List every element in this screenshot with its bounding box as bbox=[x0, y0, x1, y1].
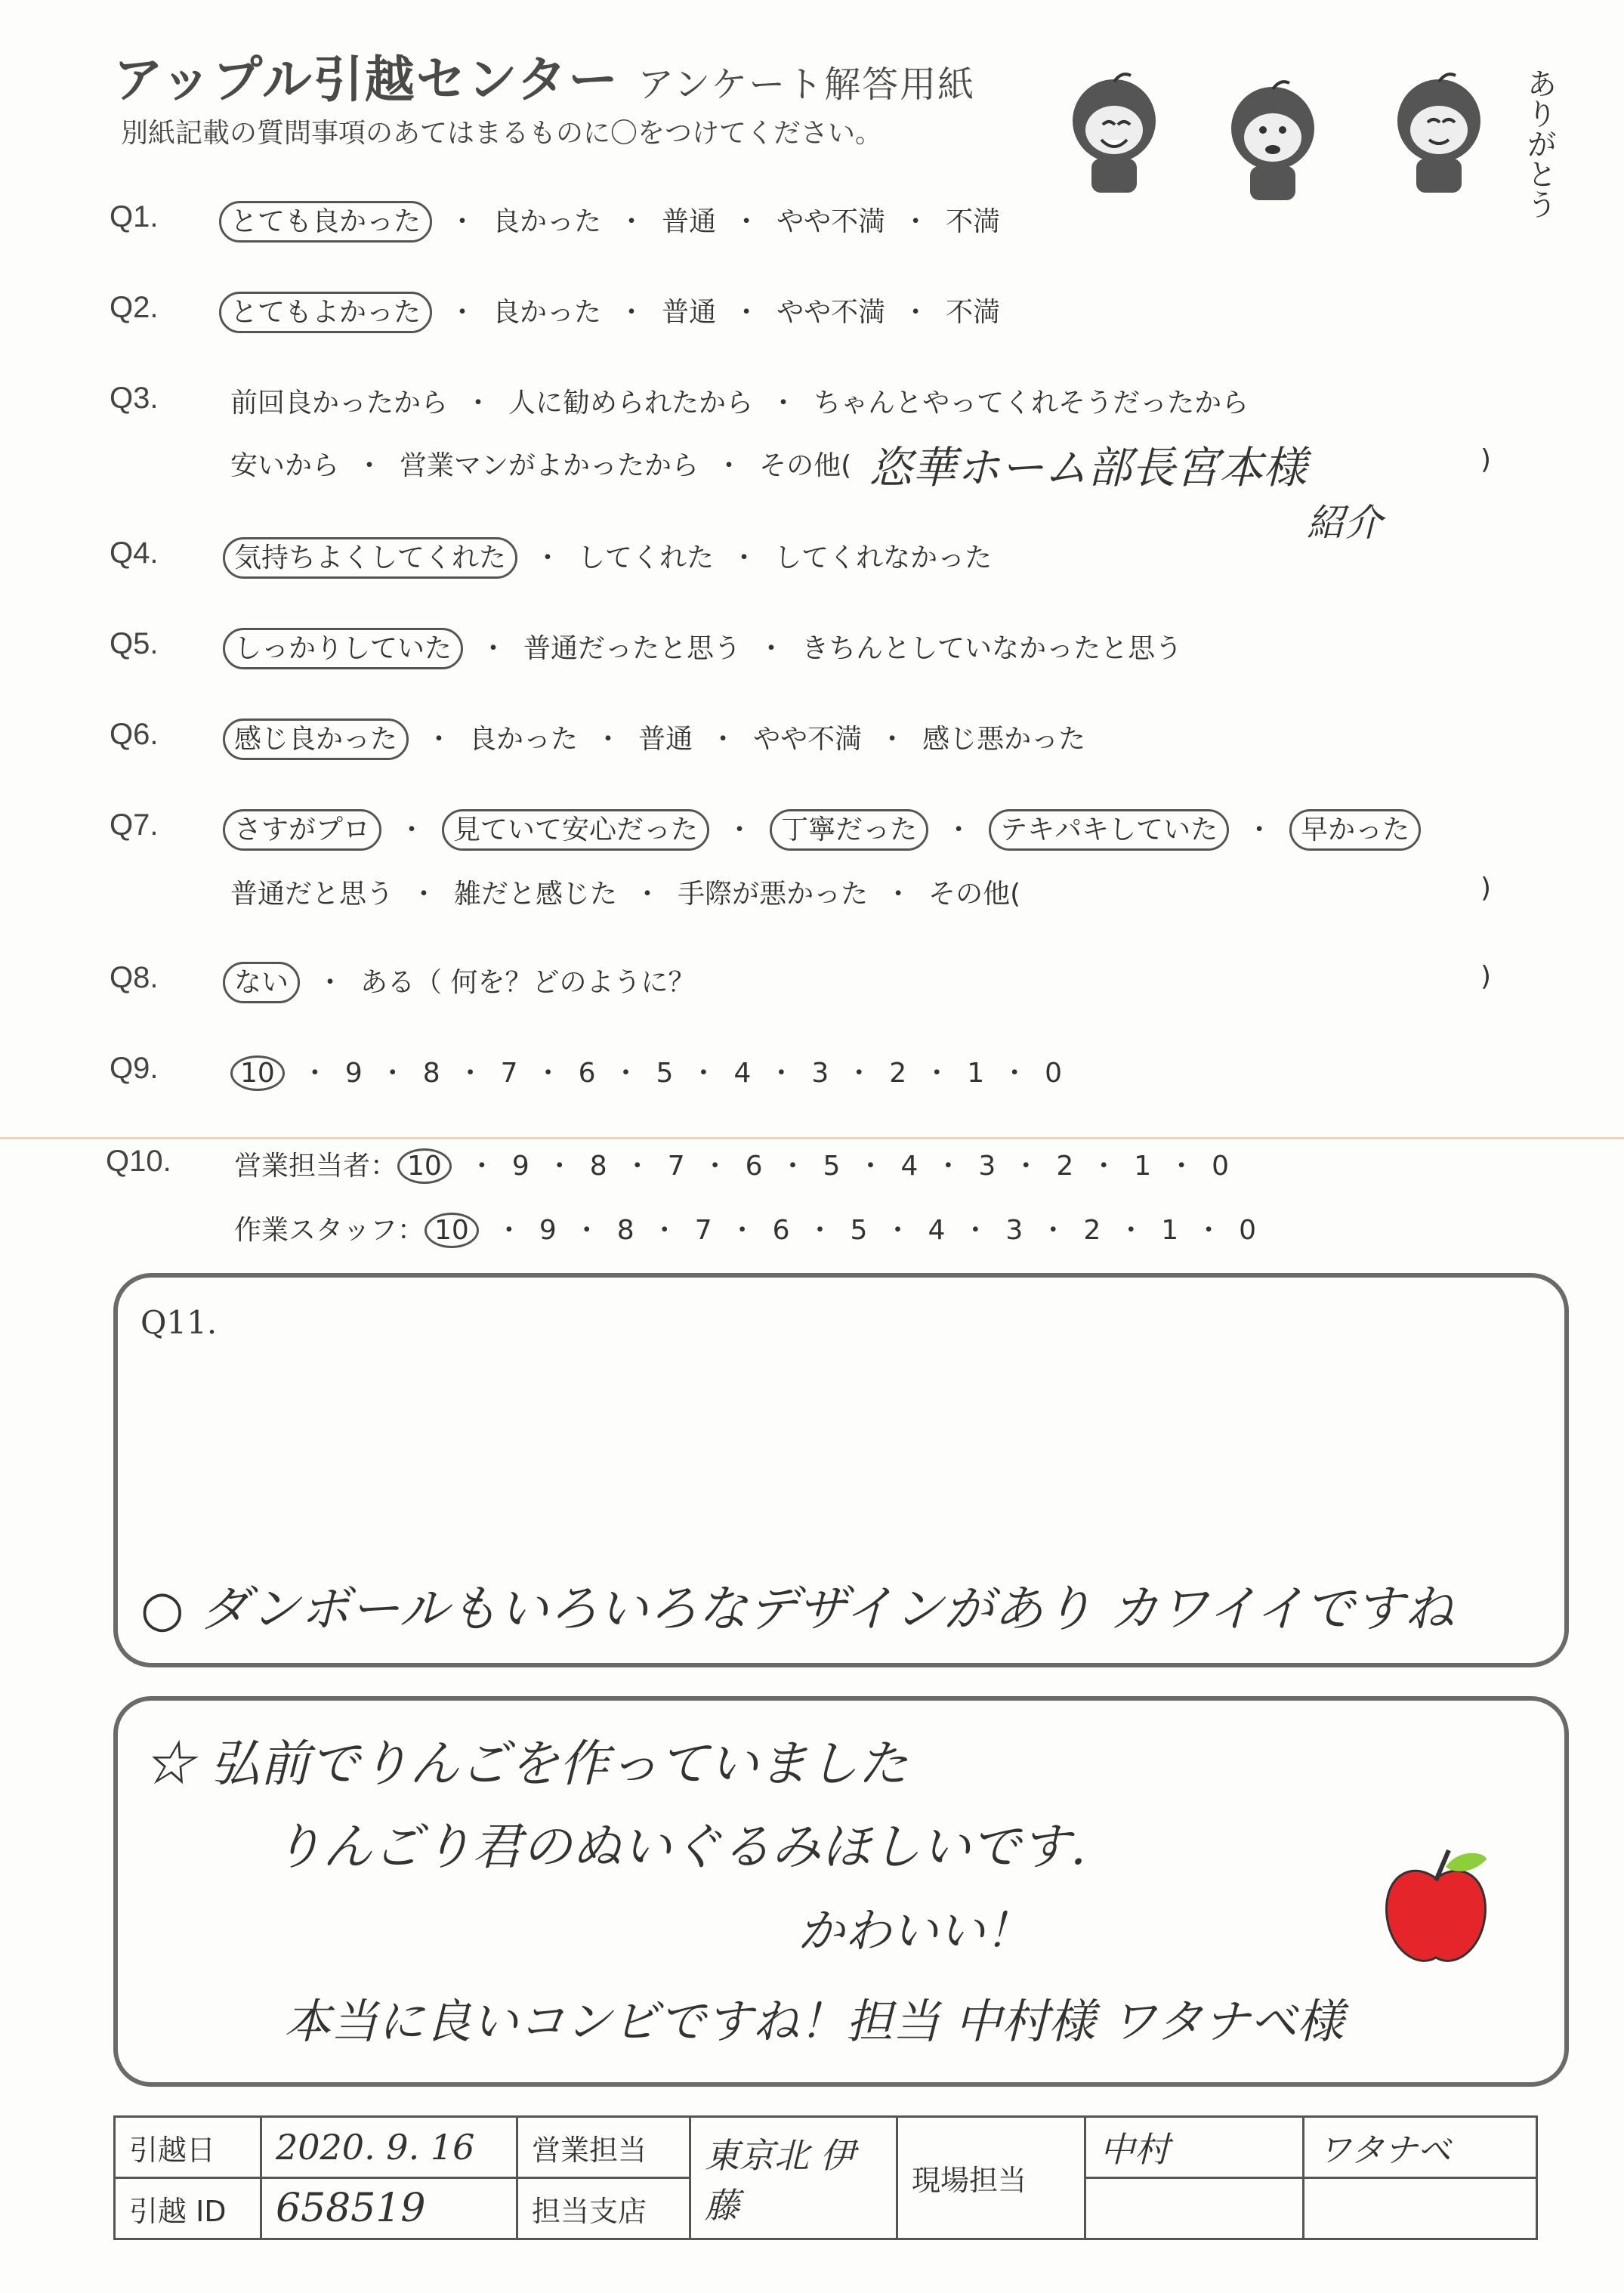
q4-option[interactable]: してくれなかった bbox=[774, 542, 993, 573]
info-table bbox=[113, 2115, 1538, 2240]
q9-score[interactable]: 5 bbox=[656, 1058, 674, 1089]
q10-staff-score[interactable]: 5 bbox=[850, 1215, 868, 1246]
q8-label: Q8. bbox=[110, 961, 159, 994]
divider-line bbox=[0, 1137, 1624, 1139]
q1-options: とても良かった ・ 良かった ・ 普通 ・ やや不満 ・ 不満 bbox=[219, 200, 1000, 239]
q9-score[interactable]: 6 bbox=[578, 1058, 596, 1089]
q3-other-answer-2: 紹介 bbox=[1307, 501, 1382, 545]
q10-staff-score[interactable]: 7 bbox=[694, 1215, 712, 1246]
q11-label: Q11. bbox=[140, 1304, 218, 1341]
q10-sales-score-selected[interactable]: 10 bbox=[397, 1148, 452, 1184]
q6-option[interactable]: 感じ悪かった bbox=[922, 724, 1086, 755]
q10-sales-score[interactable]: 9 bbox=[511, 1151, 529, 1182]
q4-options: 気持ちよくしてくれた ・ してくれた ・ してくれなかった bbox=[223, 536, 992, 575]
q10-sales-score[interactable]: 7 bbox=[667, 1151, 685, 1182]
site-staff-1: 中村 bbox=[1085, 2117, 1304, 2178]
q2-option[interactable]: 良かった bbox=[492, 297, 602, 328]
q10-sales-score[interactable]: 3 bbox=[978, 1151, 996, 1182]
q10-sales-score[interactable]: 4 bbox=[900, 1151, 919, 1182]
q7-options-line1: さすがプロ ・ 見ていて安心だった ・ 丁寧だった ・ テキパキしていた ・ 早かった bbox=[223, 808, 1421, 847]
q9-score[interactable]: 3 bbox=[811, 1058, 829, 1089]
q10-sales-score[interactable]: 1 bbox=[1134, 1151, 1152, 1182]
q10-staff-score-selected[interactable]: 10 bbox=[425, 1213, 479, 1248]
q2-option-selected[interactable]: とてもよかった bbox=[219, 292, 432, 333]
q10-staff-score[interactable]: 6 bbox=[772, 1215, 790, 1246]
q9-score[interactable]: 0 bbox=[1045, 1058, 1063, 1089]
q5-option-selected[interactable]: しっかりしていた bbox=[223, 628, 463, 669]
message-box[interactable] bbox=[113, 1696, 1569, 2087]
q6-option[interactable]: 普通 bbox=[638, 724, 693, 755]
q10-staff-score[interactable]: 9 bbox=[539, 1215, 557, 1246]
monkey-mascot-icon bbox=[1382, 68, 1496, 196]
q10-staff-score[interactable]: 3 bbox=[1005, 1215, 1023, 1246]
move-date-label: 引越日 bbox=[115, 2117, 261, 2178]
q9-score[interactable]: 2 bbox=[889, 1058, 907, 1089]
q10-staff-score[interactable]: 0 bbox=[1239, 1215, 1257, 1246]
message-line-1: ☆ 弘前でりんごを作っていました bbox=[144, 1735, 908, 1793]
q3-option[interactable]: ちゃんとやってくれそうだったから bbox=[814, 388, 1249, 419]
q3-option[interactable]: 人に勧められたから bbox=[508, 388, 754, 419]
q10-sales-score[interactable]: 6 bbox=[745, 1151, 763, 1182]
q2-option[interactable]: やや不満 bbox=[776, 297, 886, 328]
q3-options-line1: 前回良かったから ・ 人に勧められたから ・ ちゃんとやってくれそうだったから bbox=[230, 388, 1249, 419]
q7-other-close: ) bbox=[1480, 873, 1492, 904]
q7-option-selected[interactable]: 見ていて安心だった bbox=[442, 809, 709, 851]
instruction-text: 別紙記載の質問事項のあてはまるものに〇をつけてください。 bbox=[121, 118, 883, 149]
q7-option[interactable]: 手際が悪かった bbox=[678, 879, 869, 910]
q10-staff-score[interactable]: 2 bbox=[1083, 1215, 1101, 1246]
move-id-value: 658519 bbox=[261, 2178, 517, 2239]
q9-score-selected[interactable]: 10 bbox=[230, 1055, 285, 1091]
q3-option[interactable]: 安いから bbox=[230, 450, 340, 481]
q2-options: とてもよかった ・ 良かった ・ 普通 ・ やや不満 ・ 不満 bbox=[219, 291, 1000, 329]
q3-label: Q3. bbox=[110, 382, 159, 415]
q10-sales-score[interactable]: 2 bbox=[1056, 1151, 1074, 1182]
site-staff-2-extra bbox=[1304, 2178, 1537, 2239]
q8-option[interactable]: ある（ 何を？どのように？ bbox=[360, 967, 696, 998]
q2-option[interactable]: 普通 bbox=[662, 297, 717, 328]
q1-option[interactable]: やや不満 bbox=[776, 206, 886, 237]
site-staff-2: ワタナベ bbox=[1304, 2117, 1537, 2178]
q5-options: しっかりしていた ・ 普通だったと思う ・ きちんとしていなかったと思う bbox=[223, 627, 1182, 666]
q7-options-line2: 普通だと思う ・ 雑だと感じた ・ 手際が悪かった ・ その他( bbox=[230, 879, 1021, 910]
q1-option[interactable]: 良かった bbox=[492, 206, 602, 237]
q6-option-selected[interactable]: 感じ良かった bbox=[223, 718, 409, 760]
message-line-3: かわいい！ bbox=[798, 1903, 1033, 1958]
move-date-value: 2020. 9. 16 bbox=[261, 2117, 517, 2178]
q1-option[interactable]: 不満 bbox=[946, 206, 1001, 237]
thanks-text: ありがとう bbox=[1522, 68, 1557, 219]
q10-staff-row: 作業スタッフ： 10 ・ 9 ・ 8 ・ 7 ・ 6 ・ 5 ・ 4 ・ 3 ・ 2 ・ 1 ・ 0 bbox=[234, 1209, 1256, 1247]
q7-option-selected[interactable]: テキパキしていた bbox=[989, 809, 1229, 851]
site-label: 現場担当 bbox=[897, 2117, 1085, 2239]
q10-staff-score[interactable]: 1 bbox=[1161, 1215, 1179, 1246]
sales-label: 営業担当 bbox=[517, 2117, 690, 2178]
q2-option[interactable]: 不満 bbox=[946, 297, 1001, 328]
q10-staff-score[interactable]: 8 bbox=[616, 1215, 634, 1246]
q2-label: Q2. bbox=[110, 291, 159, 324]
q6-option[interactable]: やや不満 bbox=[753, 724, 863, 755]
site-staff-1-extra bbox=[1085, 2178, 1304, 2239]
q10-sales-label: 営業担当者 bbox=[234, 1151, 371, 1182]
apple-icon bbox=[1379, 1844, 1493, 1973]
q9-score[interactable]: 9 bbox=[344, 1058, 363, 1089]
q4-label: Q4. bbox=[110, 536, 159, 570]
q4-option-selected[interactable]: 気持ちよくしてくれた bbox=[223, 537, 517, 579]
message-line-2: りんごり君のぬいぐるみほしいです. bbox=[273, 1818, 1086, 1876]
q9-score[interactable]: 4 bbox=[733, 1058, 752, 1089]
q7-option-selected[interactable]: 丁寧だった bbox=[770, 809, 928, 851]
q8-option-selected[interactable]: ない bbox=[223, 962, 300, 1003]
q3-options-line2: 安いから ・ 営業マンがよかったから ・ その他( bbox=[230, 450, 852, 481]
q7-label: Q7. bbox=[110, 808, 159, 842]
branch-label: 担当支店 bbox=[517, 2178, 690, 2239]
q9-score[interactable]: 8 bbox=[422, 1058, 440, 1089]
q3-other-label[interactable]: その他( bbox=[759, 450, 852, 481]
q10-sales-row: 営業担当者： 10 ・ 9 ・ 8 ・ 7 ・ 6 ・ 5 ・ 4 ・ 3 ・ 2 ・ 1 ・ 0 bbox=[234, 1145, 1229, 1183]
q4-option[interactable]: してくれた bbox=[578, 542, 715, 573]
q10-sales-score[interactable]: 0 bbox=[1212, 1151, 1230, 1182]
q11-comment-text: ○ ダンボールもいろいろなデザインがあり カワイイですね bbox=[140, 1580, 1454, 1638]
q9-label: Q9. bbox=[110, 1052, 159, 1085]
q5-option[interactable]: きちんとしていなかったと思う bbox=[801, 633, 1183, 664]
q9-scale: 10 ・ 9 ・ 8 ・ 7 ・ 6 ・ 5 ・ 4 ・ 3 ・ 2 ・ 1 ・ 0 bbox=[230, 1052, 1062, 1090]
message-line-4: 本当に良いコンビですね！担当 中村様 ワタナベ様 bbox=[284, 1994, 1344, 2049]
q5-option[interactable]: 普通だったと思う bbox=[523, 633, 742, 664]
q7-option-selected[interactable]: さすがプロ bbox=[223, 809, 381, 851]
q8-close: ) bbox=[1480, 961, 1492, 992]
monkey-mascot-icon bbox=[1057, 68, 1171, 196]
q11-comment-box[interactable] bbox=[113, 1273, 1569, 1667]
q6-options: 感じ良かった ・ 良かった ・ 普通 ・ やや不満 ・ 感じ悪かった bbox=[223, 718, 1085, 756]
sales-value: 東京北 伊藤 bbox=[690, 2117, 897, 2239]
q7-option[interactable]: 普通だと思う bbox=[230, 879, 394, 910]
q6-option[interactable]: 良かった bbox=[469, 724, 579, 755]
q9-score[interactable]: 7 bbox=[500, 1058, 518, 1089]
q1-label: Q1. bbox=[110, 200, 159, 233]
q3-other-answer: 恣華ホーム部長宮本様 bbox=[869, 442, 1308, 493]
q7-option[interactable]: 雑だと感じた bbox=[454, 879, 618, 910]
q1-option-selected[interactable]: とても良かった bbox=[219, 201, 432, 243]
company-name: アップル引越センター bbox=[113, 51, 620, 109]
q3-option[interactable]: 営業マンがよかったから bbox=[400, 450, 699, 481]
form-subtitle: アンケート解答用紙 bbox=[638, 63, 976, 106]
q3-other-close: ) bbox=[1480, 444, 1492, 475]
q10-staff-label: 作業スタッフ bbox=[234, 1215, 398, 1246]
q1-option[interactable]: 普通 bbox=[662, 206, 717, 237]
monkey-mascot-icon bbox=[1216, 76, 1329, 204]
form-title bbox=[113, 39, 975, 111]
q7-other-label[interactable]: その他( bbox=[928, 879, 1021, 910]
q10-label: Q10. bbox=[106, 1145, 171, 1178]
q7-option-selected[interactable]: 早かった bbox=[1289, 809, 1421, 851]
q10-sales-score[interactable]: 8 bbox=[589, 1151, 607, 1182]
q9-score[interactable]: 1 bbox=[967, 1058, 985, 1089]
move-id-label: 引越 ID bbox=[115, 2178, 261, 2239]
q10-sales-score[interactable]: 5 bbox=[823, 1151, 841, 1182]
q3-option[interactable]: 前回良かったから bbox=[230, 388, 449, 419]
q6-label: Q6. bbox=[110, 718, 159, 751]
q10-staff-score[interactable]: 4 bbox=[928, 1215, 946, 1246]
q8-options: ない ・ ある（ 何を？どのように？ bbox=[223, 961, 695, 1000]
q5-label: Q5. bbox=[110, 627, 159, 660]
